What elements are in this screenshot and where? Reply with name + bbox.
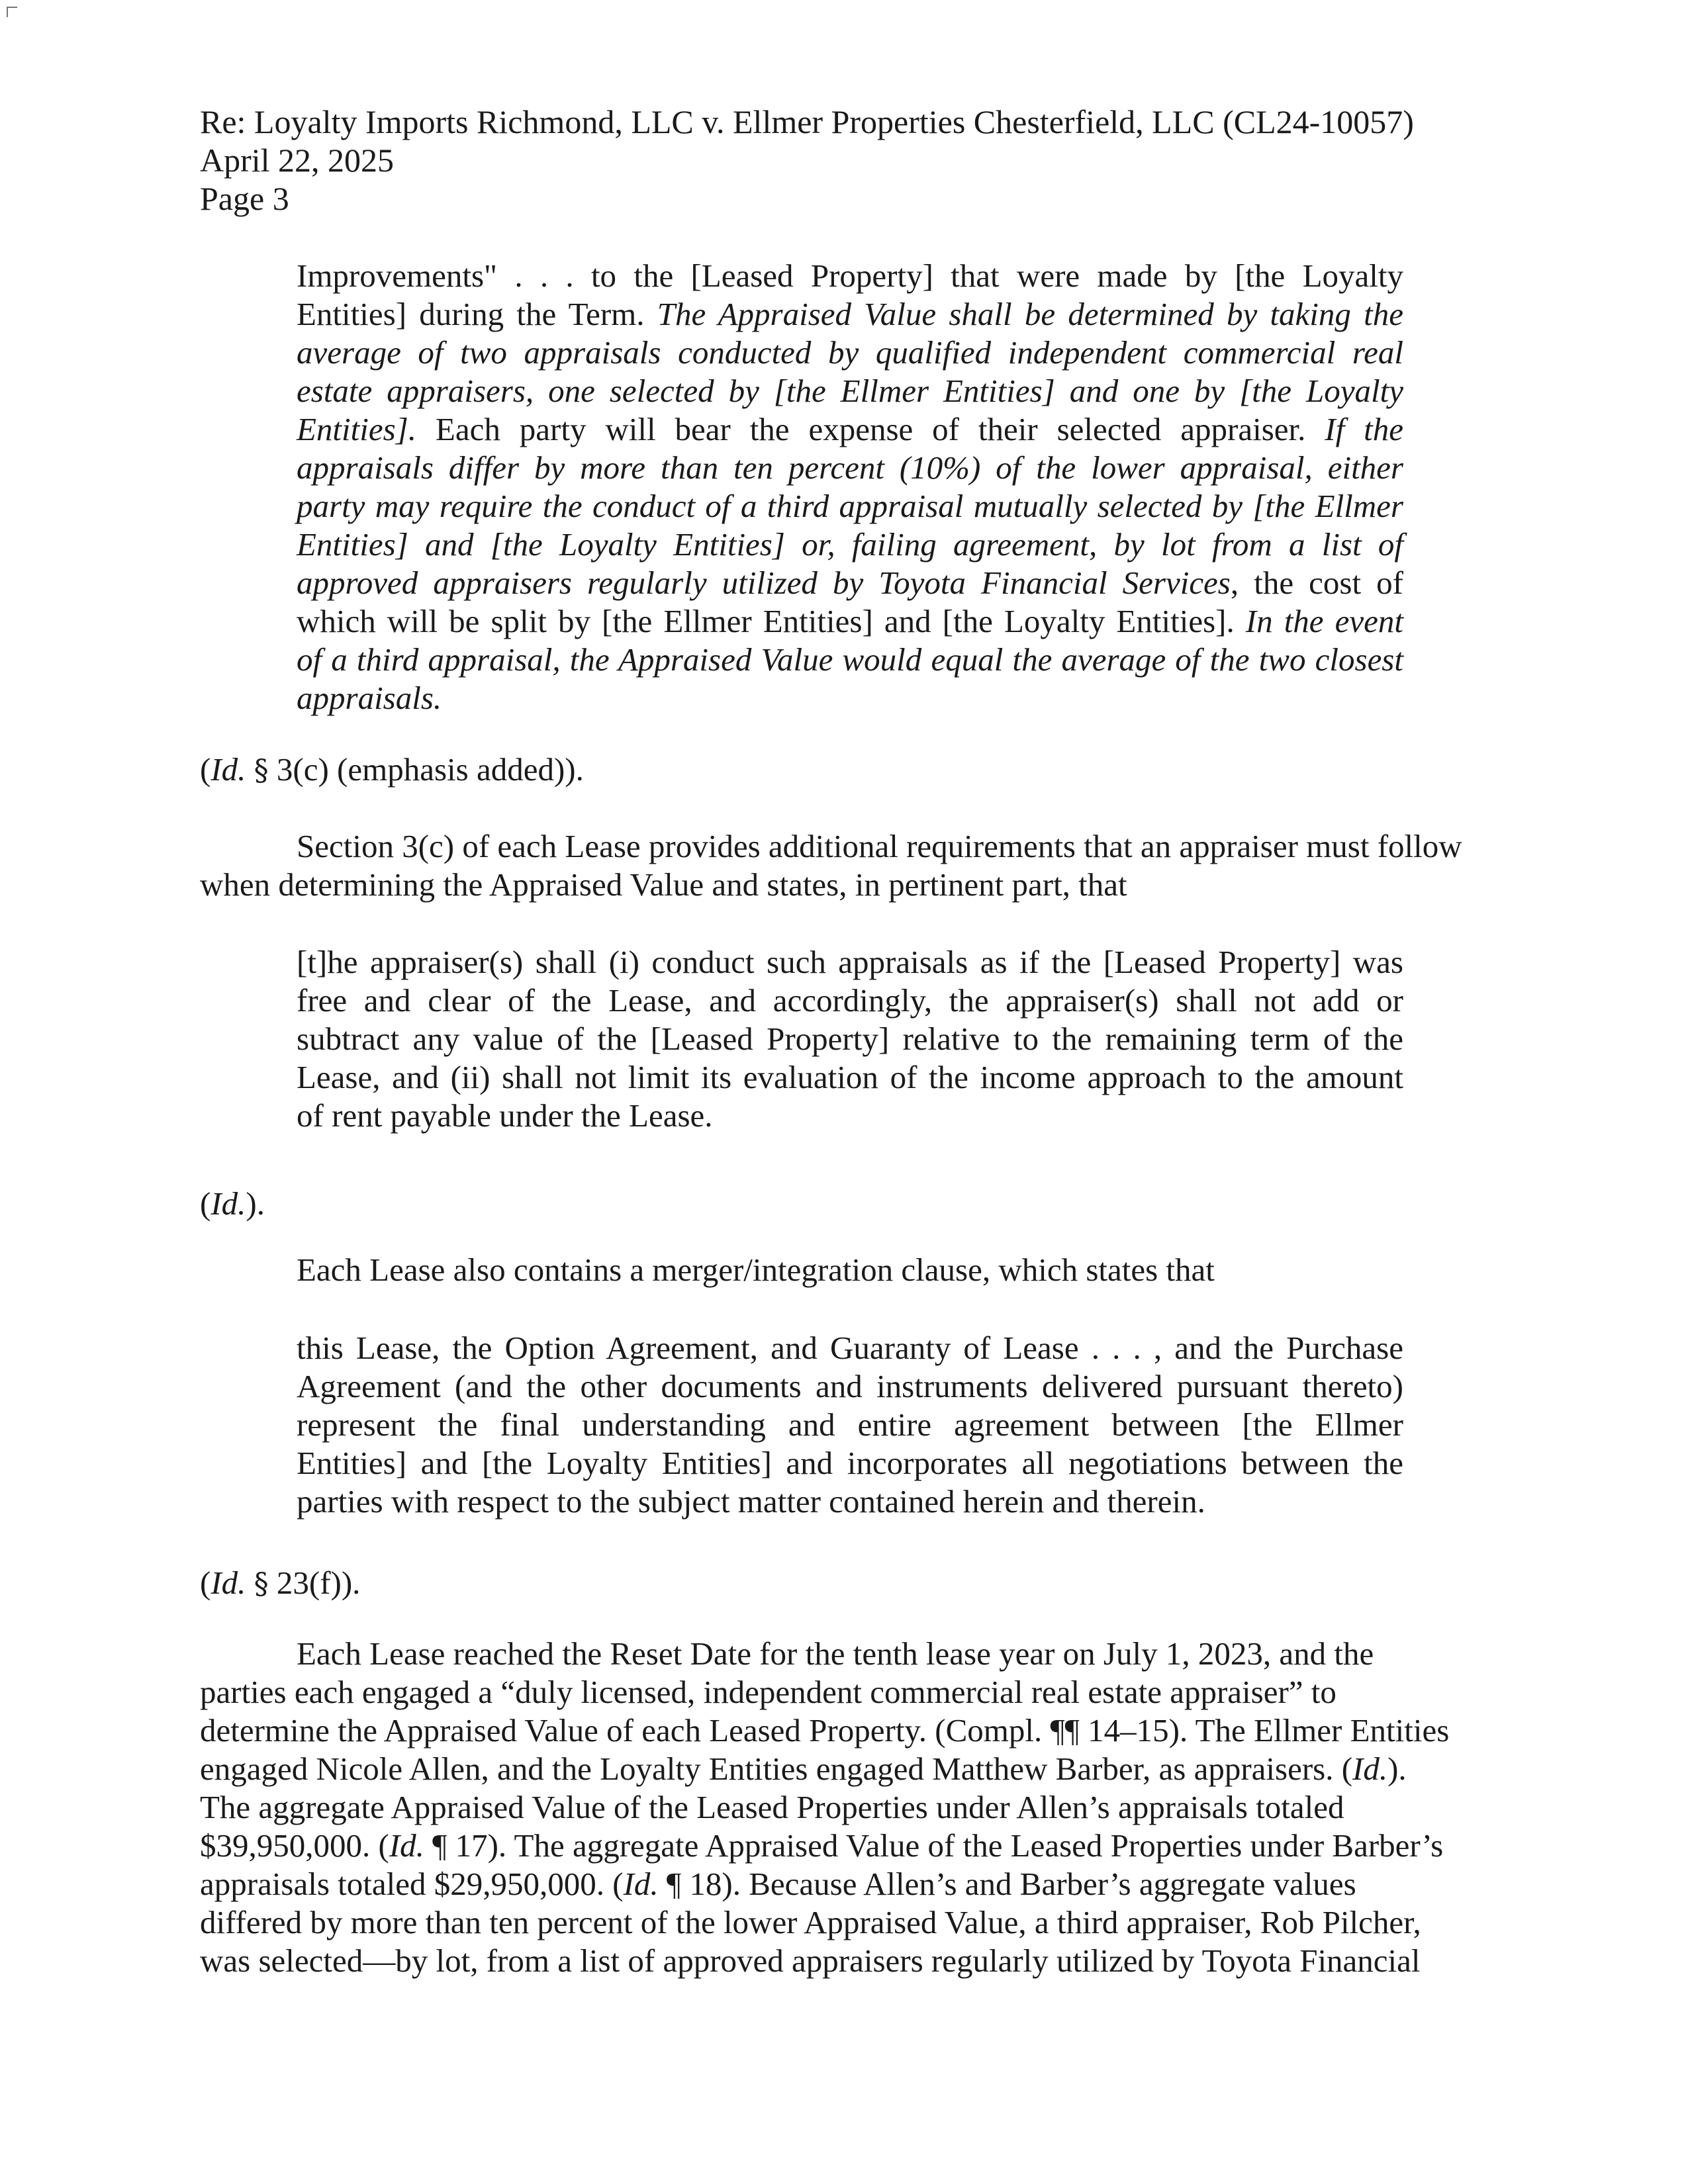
quote-line: appraisals.: [297, 680, 442, 716]
paragraph-line: The aggregate Appraised Value of the Leased Properties under Allen’s appraisals totaled: [200, 1789, 1344, 1825]
quote-line: this Lease, the Option Agreement, and Guaranty of Lease . . . , and the Purchase: [297, 1330, 1403, 1366]
block-quote-appraisal: [297, 257, 1403, 717]
body-paragraph: [200, 1635, 1497, 1980]
quote-line: Entities]. Each party will bear the expense of their selected appraiser. If the: [297, 411, 1403, 447]
quote-line: Lease, and (ii) shall not limit its evaluation of the income approach to the amount: [297, 1059, 1403, 1095]
quote-line: average of two appraisals conducted by qualified independent commercial real: [297, 334, 1403, 371]
quote-line: subtract any value of the [Leased Property] relative to the remaining term of the: [297, 1021, 1403, 1057]
quote-line: Entities] and [the Loyalty Entities] and incorporates all negotiations between the: [297, 1445, 1403, 1481]
paragraph-line: Each Lease also contains a merger/integration clause, which states that: [297, 1251, 1215, 1288]
quote-line: parties with respect to the subject matter contained herein and therein.: [297, 1483, 1205, 1520]
quote-line: of rent payable under the Lease.: [297, 1097, 713, 1134]
quote-line: estate appraisers, one selected by [the Ellmer Entities] and one by [the Loyalty: [297, 373, 1403, 409]
body-paragraph: [200, 1251, 1497, 1289]
paragraph-line: engaged Nicole Allen, and the Loyalty Entities engaged Matthew Barber, as appraisers. (Id.).: [200, 1751, 1407, 1787]
letter-header: [200, 103, 1524, 218]
quote-line: Improvements" . . . to the [Leased Property] that were made by [the Loyalty: [297, 257, 1403, 294]
case-caption: Re: Loyalty Imports Richmond, LLC v. Ellmer Properties Chesterfield, LLC (CL24-10057): [200, 103, 1414, 140]
quote-line: appraisals differ by more than ten percent (10%) of the lower appraisal, either: [297, 449, 1403, 486]
body-paragraph: [200, 827, 1497, 904]
quote-line: party may require the conduct of a third appraisal mutually selected by [the Ellmer: [297, 488, 1403, 524]
paragraph-line: Each Lease reached the Reset Date for the tenth lease year on July 1, 2023, and the: [297, 1635, 1374, 1672]
paragraph-line: determine the Appraised Value of each Leased Property. (Compl. ¶¶ 14–15). The Ellmer Entities: [200, 1712, 1450, 1749]
quote-line: Agreement (and the other documents and instruments delivered pursuant thereto): [297, 1368, 1403, 1404]
quote-line: approved appraisers regularly utilized by Toyota Financial Services, the cost of: [297, 565, 1403, 601]
paragraph-line: differed by more than ten percent of the lower Appraised Value, a third appraiser, Rob Pilcher,: [200, 1904, 1421, 1940]
letter-date: April 22, 2025: [200, 142, 395, 179]
citation: (Id.).: [200, 1185, 265, 1222]
citation: (Id. § 3(c) (emphasis added)).: [200, 751, 584, 788]
quote-line: [t]he appraiser(s) shall (i) conduct such appraisals as if the [Leased Property] was: [297, 944, 1403, 980]
scan-corner-mark: [7, 7, 17, 17]
page-number: Page 3: [200, 180, 289, 217]
quote-line: Entities] and [the Loyalty Entities] or, failing agreement, by lot from a list of: [297, 526, 1403, 563]
block-quote-merger-clause: [297, 1329, 1403, 1521]
quote-line: of a third appraisal, the Appraised Value would equal the average of the two closest: [297, 641, 1403, 678]
quote-line: free and clear of the Lease, and accordingly, the appraiser(s) shall not add or: [297, 982, 1403, 1019]
paragraph-line: Section 3(c) of each Lease provides additional requirements that an appraiser must follow: [297, 828, 1462, 864]
quote-line: which will be split by [the Ellmer Entities] and [the Loyalty Entities]. In the event: [297, 603, 1404, 639]
paragraph-line: appraisals totaled $29,950,000. (Id. ¶ 18). Because Allen’s and Barber’s aggregate values: [200, 1866, 1356, 1902]
block-quote-appraiser-requirements: [297, 943, 1403, 1135]
paragraph-line: was selected—by lot, from a list of approved appraisers regularly utilized by Toyota Financial: [200, 1942, 1421, 1979]
quote-line: Entities] during the Term. The Appraised Value shall be determined by taking the: [297, 296, 1404, 332]
paragraph-line: parties each engaged a “duly licensed, independent commercial real estate appraiser” to: [200, 1674, 1336, 1710]
paragraph-line: $39,950,000. (Id. ¶ 17). The aggregate Appraised Value of the Leased Properties under Barber’s: [200, 1827, 1444, 1864]
citation: (Id. § 23(f)).: [200, 1565, 361, 1601]
quote-line: represent the final understanding and entire agreement between [the Ellmer: [297, 1406, 1403, 1443]
paragraph-line: when determining the Appraised Value and states, in pertinent part, that: [200, 866, 1127, 903]
